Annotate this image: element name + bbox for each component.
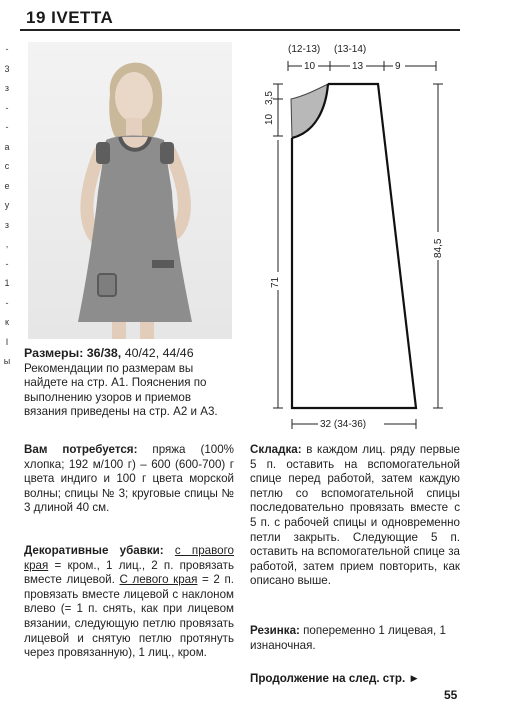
materials-text: пряжа (100% хлопка; 192 м/100 г) – 600 (600-700) г цвета индиго и 100 г цвета морской волны; спицы № 3; круговые спицы № 3 длиной 40 см.	[24, 443, 234, 515]
margin-glyph: -	[5, 122, 9, 132]
margin-text-fragments	[2, 40, 12, 372]
mid-size-label: (13-14)	[334, 44, 367, 55]
fold-section	[250, 443, 460, 589]
margin-glyph: у	[4, 200, 10, 210]
materials-section	[24, 443, 234, 516]
margin-glyph: 1	[4, 278, 10, 288]
margin-glyph: -	[5, 44, 9, 54]
continued-text: Продолжение на след. стр.	[250, 672, 406, 685]
margin-glyph: ,	[5, 239, 9, 249]
right-edge-text: = кром., 1 лиц., 2 п. провязать вместе лицевой.	[24, 558, 234, 587]
margin-glyph: 3	[4, 63, 10, 74]
margin-glyph: ы	[3, 356, 11, 366]
shoulder-width-label: 9	[395, 61, 401, 72]
sizes-other: 40/42, 44/46	[124, 346, 194, 360]
back-neck-depth-label: 10	[264, 113, 275, 125]
decreases-section	[24, 544, 234, 661]
margin-glyph: к	[5, 317, 9, 327]
rib-text: попеременно 1 лицевая, 1 изнаночная.	[250, 624, 446, 652]
materials-label: Вам потребуется:	[24, 443, 138, 456]
rib-section	[250, 624, 460, 653]
fold-label: Складка:	[250, 443, 302, 456]
margin-glyph: с	[4, 161, 10, 171]
sizes-note: Рекомендации по размерам вы найдете на стр. А1. Пояснения по выполнению узоров и приемов вязания приведены на стр. А2 и А3.	[24, 361, 218, 419]
margin-glyph: з	[4, 83, 10, 93]
sizes-label: Размеры:	[24, 346, 84, 360]
neck-width-label: 10	[304, 61, 316, 72]
neck-size-label: (12-13)	[288, 44, 321, 55]
left-edge-text: = 2 п. провязать вместе лицевой с наклоном влево (= 1 п. снять, как при лицевом вязании, следующую петлю провязать лицевой и снятую петлю протянуть через провязанную), 1 лиц., кром.	[24, 573, 234, 660]
right-edge-label: с правого края	[24, 544, 234, 572]
model-illustration	[28, 42, 232, 339]
left-edge-label: С левого края	[119, 573, 198, 587]
sizes-bold: 36/38,	[86, 346, 122, 360]
bottom-width-label: 32 (34-36)	[320, 419, 367, 430]
page-number: 55	[444, 688, 458, 702]
margin-glyph: -	[5, 297, 9, 308]
margin-glyph: з	[4, 219, 10, 230]
fold-text: в каждом лиц. ряду первые 5 п. оставить на вспомогательной спице перед работой, затем каждую петлю со вспомогательной спицы последовательно провязать вместе с 5 п. с рабочей спицы и одновременно петли закрыть. Следующие 5 п. оставить на вспомогательной спице за работой, затем прием повторить, как описано выше.	[250, 443, 460, 588]
sizes-section	[24, 346, 236, 420]
mid-width-label: 13	[352, 61, 364, 72]
side-height-label: 71	[270, 276, 281, 288]
title-rule	[20, 29, 460, 31]
total-height-label: 84,5	[433, 238, 444, 258]
margin-glyph: -	[5, 102, 9, 113]
continued-note	[250, 672, 420, 685]
model-photo	[28, 42, 232, 339]
rib-label: Резинка:	[250, 624, 300, 637]
front-neck-depth-label: 3,5	[264, 91, 275, 105]
margin-glyph: I	[5, 336, 9, 347]
margin-glyph: -	[5, 258, 9, 269]
pattern-schematic	[248, 36, 458, 431]
margin-glyph: е	[4, 180, 10, 191]
margin-glyph: а	[4, 141, 10, 152]
arrow-right-icon: ►	[408, 672, 420, 685]
pattern-title: 19 IVETTA	[26, 8, 114, 27]
decreases-label: Декоративные убавки:	[24, 544, 164, 557]
